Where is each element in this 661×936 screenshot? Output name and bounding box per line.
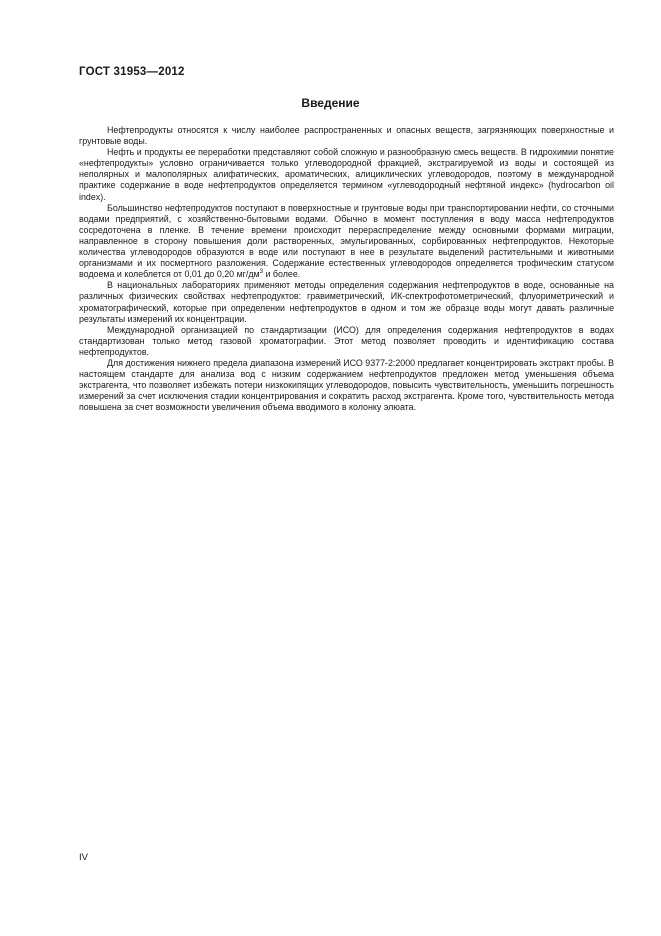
paragraph-6: Для достижения нижнего предела диапазона измерений ИСО 9377-2:2000 предлагает концентрировать экстракт пробы. В настоящем стандарте для анализа вод с низким содержанием нефтепродуктов предложен метод уменьшения объема экстрагента, что позволяет избежать потери низкокипящих углеводородов, повысить чувствительность, уменьшить погрешность измерений за счет исключения стадии концентрирования и сократить расход экстрагента. Кроме того, чувствительность метода повышена за счет возможности увеличения объема вводимого в колонку элюата. [79, 357, 614, 413]
paragraph-4: В национальных лабораториях применяют методы определения содержания нефтепродуктов в воде, основанные на различных физических свойствах нефтепродуктов: гравиметрический, ИК-спектрофотометрический, флуориметрический и хроматографический, которые при определении нефтепродуктов в одном и том же образце воды могут давать различные результаты измерений их концентрации. [79, 280, 614, 324]
paragraph-1: Нефтепродукты относятся к числу наиболее распространенных и опасных веществ, загрязняющих поверхностные и грунтовые воды. [79, 125, 614, 147]
paragraph-2: Нефть и продукты ее переработки представляют собой сложную и разнообразную смесь веществ. В гидрохимии понятие «нефтепродукты» условно ограничивается только углеводородной фракцией, экстрагируемой из воды и состоящей из неполярных и малополярных алифатических, ароматических, алициклических углеводородов, поэтому в международной практике содержание в воде нефтепродуктов определяется термином «углеводородный нефтяной индекс» (hydrocarbon oil index). [79, 147, 614, 202]
paragraph-3-text: Большинство нефтепродуктов поступают в поверхностные и грунтовые воды при транспортировании нефти, со сточными водами предприятий, с хозяйственно-бытовыми водами. Обычно в момент поступления в воду масса нефтепродуктов сосредоточена в пленке. В течение времени происходит перераспределение между основными формами миграции, направленное в сторону повышения доли растворенных, эмульгированных, сорбированных нефтепродуктов. Некоторые количества углеводородов образуются в воде или поступают в нее в результате выделений растительными и животными организмами и их посмертного разложения. Содержание естественных углеводородов определяется трофическим статусом водоема и колеблется от 0,01 до 0,20 мг/дм [79, 202, 614, 280]
paragraph-3 [79, 203, 614, 281]
section-title: Введение [301, 96, 360, 110]
unit-superscript: 3 [259, 269, 264, 276]
page-number: IV [79, 852, 88, 863]
paragraph-3-tail: и более. [263, 269, 301, 280]
paragraph-5: Международной организацией по стандартизации (ИСО) для определения содержания нефтепродуктов в водах стандартизован только метод газовой хроматографии. Этот метод позволяет проводить и идентификацию состава нефтепродуктов. [79, 324, 614, 357]
body-text [79, 125, 614, 413]
document-header: ГОСТ 31953—2012 [79, 66, 185, 78]
